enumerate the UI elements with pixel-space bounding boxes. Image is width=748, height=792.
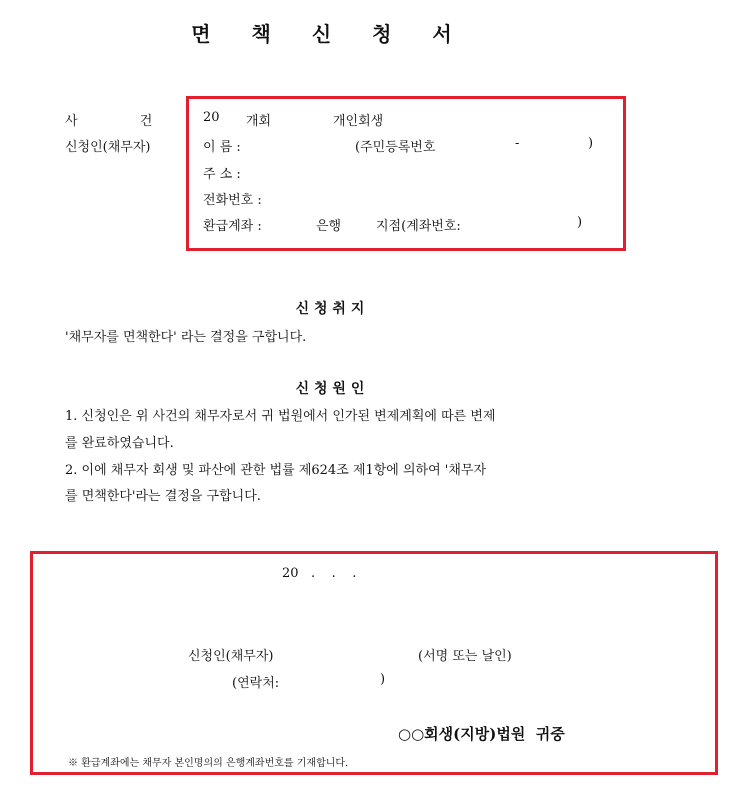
rrn-close: ) <box>588 136 594 151</box>
case-label-text-2: 건 <box>139 114 153 129</box>
court-addressee: ○○회생(지방)법원 귀중 <box>398 725 565 743</box>
sign-note: (서명 또는 날인) <box>418 649 512 664</box>
footnote: ※ 환급계좌에는 채무자 본인명의의 은행계좌번호를 기재합니다. <box>68 758 349 769</box>
reason-heading: 신 청 원 인 <box>295 381 365 397</box>
purpose-text: '채무자를 면책한다' 라는 결정을 구합니다. <box>65 330 307 345</box>
case-type: 개회 <box>246 114 272 129</box>
bank-label: 은행 <box>316 219 342 234</box>
rrn-dash: - <box>515 136 520 151</box>
signature-box <box>30 551 718 775</box>
branch-close: ) <box>577 215 583 230</box>
application-date: 20 . . . <box>282 566 357 581</box>
document-title: 면 책 신 청 서 <box>191 22 469 46</box>
signer-label: 신청인(채무자) <box>188 649 274 664</box>
applicant-label: 신청인(채무자) <box>65 140 151 155</box>
case-name: 개인회생 <box>333 114 384 129</box>
case-label <box>65 110 152 129</box>
case-label-text: 사 <box>65 114 78 129</box>
rrn-label: (주민등록번호 <box>355 140 436 155</box>
contact-close: ) <box>380 672 386 687</box>
reason-line-4: 를 면책한다'라는 결정을 구합니다. <box>65 489 261 504</box>
reason-line-3: 2. 이에 채무자 회생 및 파산에 관한 법률 제624조 제1항에 의하여 '채무자 <box>65 463 487 478</box>
refund-account-label: 환급계좌 : <box>203 219 262 234</box>
contact-label: (연락처: <box>232 676 280 691</box>
branch-label: 지점(계좌번호: <box>376 219 461 234</box>
address-label: 주 소 : <box>203 167 241 182</box>
reason-line-2: 를 완료하였습니다. <box>65 436 174 451</box>
case-year: 20 <box>203 110 220 125</box>
purpose-heading: 신 청 취 지 <box>295 301 365 317</box>
phone-label: 전화번호 : <box>203 193 262 208</box>
name-label: 이 름 : <box>203 140 241 155</box>
reason-line-1: 1. 신청인은 위 사건의 채무자로서 귀 법원에서 인가된 변제계획에 따른 변제 <box>65 409 496 424</box>
